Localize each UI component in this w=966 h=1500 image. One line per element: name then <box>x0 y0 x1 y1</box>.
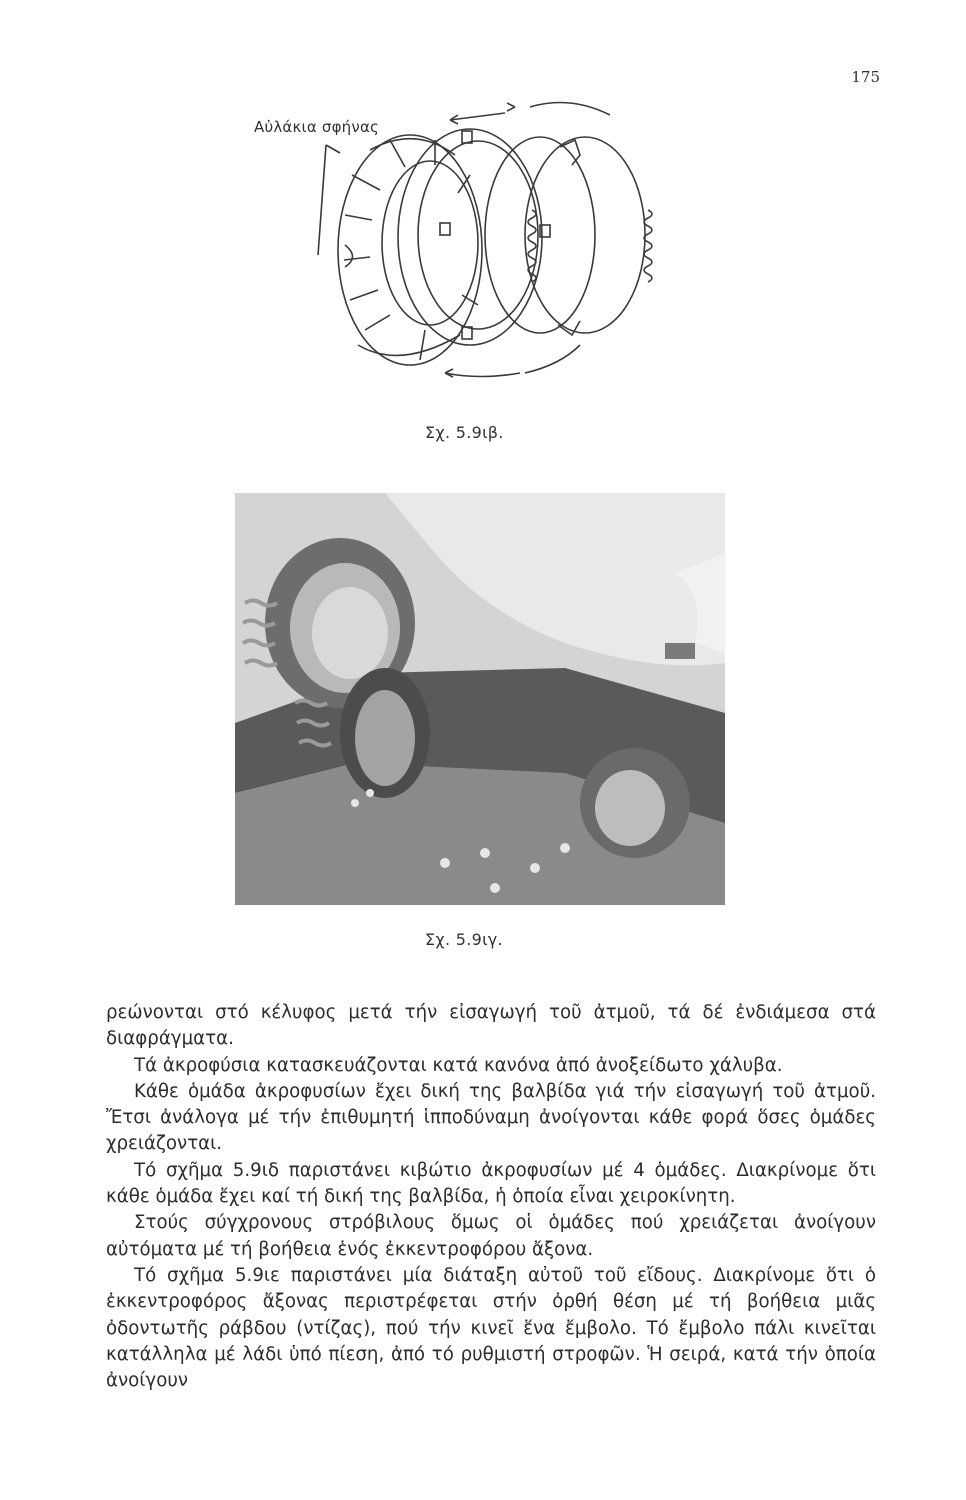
paragraph: Τά ἀκροφύσια κατασκευάζονται κατά κανόνα ἀπό ἀνοξείδωτο χάλυβα. <box>134 1054 783 1076</box>
seal-ring-diagram <box>240 95 680 395</box>
figure-caption-1: Σχ. 5.9ιβ. <box>425 423 504 442</box>
paragraph: Τό σχῆμα 5.9ιε παριστάνει μία διάταξη αὐτοῦ τοῦ εἴδους. Διακρίνομε ὅτι ὁ ἐκκεντροφόρος ἄξονας περιστρέφεται στήν ὀρθή θέση μέ τή βοήθεια μιᾶς ὀδοντωτῆς ράβδου (ντίζας), πού τήν κινεῖ ἕνα ἔμβολο. Τό ἔμβολο πάλι κινεῖται κατάλληλα μέ λάδι ὑπό πίεση, ἀπό τό ρυθμιστή στροφῶν. Ἡ σειρά, κατά τήν ὁποία ἀνοίγουν <box>106 1264 876 1392</box>
paragraph: Τό σχῆμα 5.9ιδ παριστάνει κιβώτιο ἀκροφυσίων μέ 4 ὁμάδες. Διακρίνομε ὅτι κάθε ὁμάδα ἔχει καί τή δική της βαλβίδα, ἡ ὁποία εἶναι χειροκίνητη. <box>106 1159 876 1208</box>
paragraph: ρεώνονται στό κέλυφος μετά τήν εἰσαγωγή τοῦ ἀτμοῦ, τά δέ ἐνδιάμεσα στά διαφράγματα. <box>106 1002 876 1050</box>
paragraph: Στούς σύγχρονους στρόβιλους ὅμως οἱ ὁμάδες πού χρειάζεται ἀνοίγουν αὐτόματα μέ τή βοήθεια ἑνός ἐκκεντροφόρου ἄξονα. <box>106 1212 876 1260</box>
nozzle-box-photo <box>235 493 725 905</box>
paragraph: Κάθε ὁμάδα ἀκροφυσίων ἔχει δική της βαλβίδα γιά τήν εἰσαγωγή τοῦ ἀτμοῦ. Ἔτσι ἀνάλογα μέ τήν ἐπιθυμητή ἱπποδύναμη ἀνοίγονται κάθε φορά ὅσες ὁμάδες χρειάζονται. <box>106 1080 876 1155</box>
diagram-label: Αὐλάκια σφήνας <box>254 118 380 136</box>
figure-caption-2: Σχ. 5.9ιγ. <box>425 930 503 949</box>
page-number: 175 <box>851 68 880 86</box>
body-text <box>106 1000 876 1394</box>
